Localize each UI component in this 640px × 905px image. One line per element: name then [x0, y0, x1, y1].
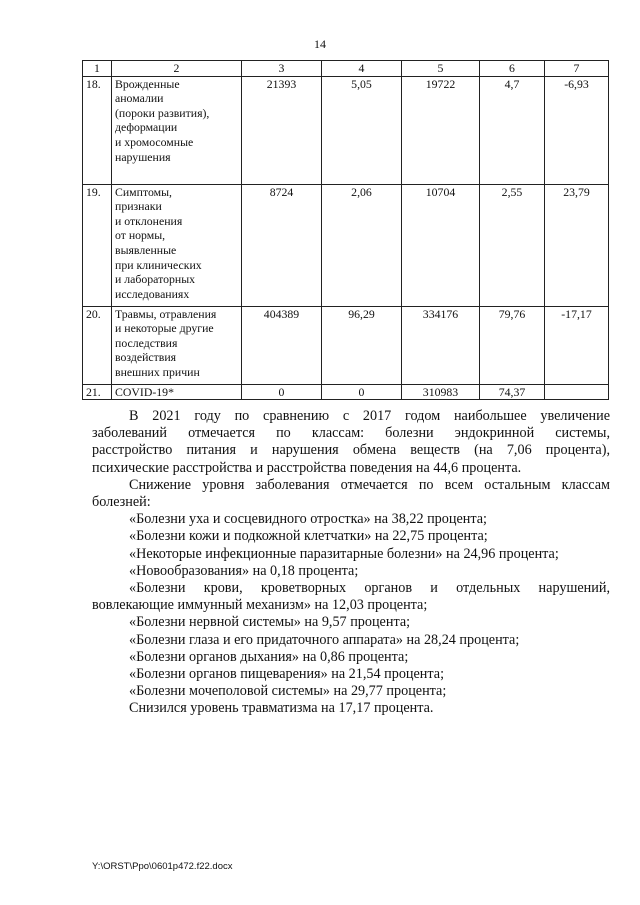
cell-value: 4,7 — [480, 76, 545, 184]
cell-value: 5,05 — [322, 76, 402, 184]
column-header: 5 — [402, 61, 480, 77]
column-header: 3 — [242, 61, 322, 77]
table-row — [83, 306, 609, 384]
column-header: 6 — [480, 61, 545, 77]
disease-statistics-table — [82, 60, 609, 400]
list-item: «Болезни нервной системы» на 9,57 процента; — [129, 614, 411, 631]
list-item: «Некоторые инфекционные паразитарные болезни» на 24,96 процента; — [129, 545, 559, 562]
column-header: 7 — [545, 61, 609, 77]
table-row — [83, 76, 609, 184]
list-item: «Новообразования» на 0,18 процента; — [129, 562, 359, 579]
cell-value: 310983 — [402, 384, 480, 400]
paragraph-line: психические расстройства и расстройства поведения на 44,6 процента. — [92, 459, 522, 476]
cell-value: 10704 — [402, 184, 480, 306]
row-number: 20. — [83, 306, 112, 384]
list-item: «Болезни уха и сосцевидного отростка» на 38,22 процента; — [129, 511, 487, 528]
cell-value: 8724 — [242, 184, 322, 306]
file-path-footer: Y:\ORST\Ppo\0601p472.f22.docx — [92, 861, 233, 872]
cell-value: 0 — [322, 384, 402, 400]
cell-value: 74,37 — [480, 384, 545, 400]
table-row — [83, 184, 609, 306]
list-item: Снизился уровень травматизма на 17,17 процента. — [129, 700, 434, 717]
paragraph-line: расстройство питания и нарушения обмена веществ (на 7,06 процента), — [92, 442, 610, 459]
disease-class-name: Травмы, отравления и некоторые другие последствия воздействия внешних причин — [112, 306, 242, 384]
cell-value: 23,79 — [545, 184, 609, 306]
list-item-continuation: вовлекающие иммунный механизм» на 12,03 процента; — [92, 597, 428, 614]
list-item: «Болезни глаза и его придаточного аппарата» на 28,24 процента; — [129, 631, 520, 648]
row-number: 21. — [83, 384, 112, 400]
list-item: «Болезни кожи и подкожной клетчатки» на 22,75 процента; — [129, 528, 488, 545]
cell-value: 19722 — [402, 76, 480, 184]
disease-class-name: Симптомы, признаки и отклонения от нормы, выявленные при клинических и лабораторных исследованиях — [112, 184, 242, 306]
column-header: 2 — [112, 61, 242, 77]
cell-value: 404389 — [242, 306, 322, 384]
table-row — [83, 384, 609, 400]
row-number: 18. — [83, 76, 112, 184]
paragraph-line: заболеваний отмечается по классам: болезни эндокринной системы, — [92, 425, 610, 442]
table-header-row — [83, 61, 609, 77]
list-item: «Болезни органов дыхания» на 0,86 процента; — [129, 648, 409, 665]
cell-value: 2,06 — [322, 184, 402, 306]
cell-value: 2,55 — [480, 184, 545, 306]
column-header: 4 — [322, 61, 402, 77]
paragraph-line: болезней: — [92, 494, 151, 511]
cell-value: 79,76 — [480, 306, 545, 384]
cell-value: -17,17 — [545, 306, 609, 384]
document-body — [92, 408, 610, 718]
cell-value: 96,29 — [322, 306, 402, 384]
page-number: 14 — [314, 37, 326, 51]
column-header: 1 — [83, 61, 112, 77]
paragraph-line: В 2021 году по сравнению с 2017 годом наибольшее увеличение — [129, 408, 610, 424]
list-item: «Болезни мочеполовой системы» на 29,77 процента; — [129, 683, 447, 700]
row-number: 19. — [83, 184, 112, 306]
cell-value — [545, 384, 609, 400]
list-item: «Болезни крови, кроветворных органов и отдельных нарушений, — [129, 580, 610, 597]
list-item: «Болезни органов пищеварения» на 21,54 процента; — [129, 666, 445, 683]
disease-class-name: COVID-19* — [112, 384, 242, 400]
cell-value: 0 — [242, 384, 322, 400]
cell-value: 21393 — [242, 76, 322, 184]
cell-value: 334176 — [402, 306, 480, 384]
disease-class-name: Врожденные аномалии (пороки развития), деформации и хромосомные нарушения — [112, 76, 242, 184]
cell-value: -6,93 — [545, 76, 609, 184]
paragraph-line: Снижение уровня заболевания отмечается по всем остальным классам — [129, 476, 610, 493]
